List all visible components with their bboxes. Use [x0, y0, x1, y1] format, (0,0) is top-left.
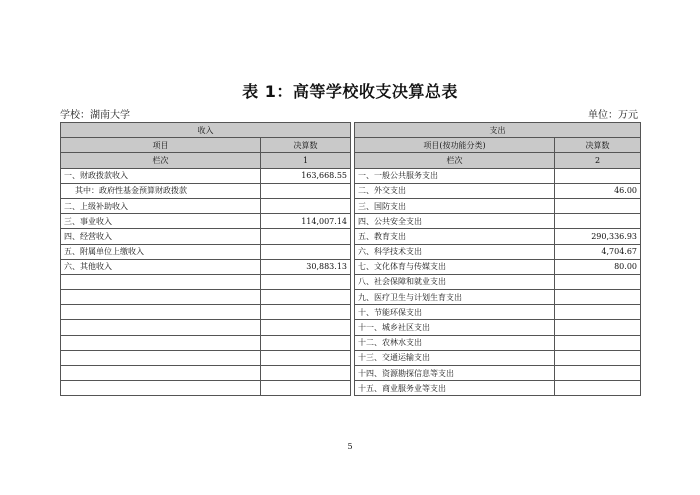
income-amount-cell [261, 290, 351, 305]
expense-item-cell: 十三、交通运输支出 [355, 350, 555, 365]
income-amount-cell [261, 183, 351, 198]
expense-item-cell: 六、科学技术支出 [355, 244, 555, 259]
income-amount-cell [261, 244, 351, 259]
income-amount-cell [261, 335, 351, 350]
expense-item-cell: 八、社会保障和就业支出 [355, 274, 555, 289]
income-item-cell: 一、财政拨款收入 [61, 168, 261, 183]
expense-item-cell: 十、节能环保支出 [355, 305, 555, 320]
item-header: 项目 [61, 138, 261, 153]
income-amount-cell [261, 305, 351, 320]
table-row [61, 305, 641, 320]
expense-item-cell: 九、医疗卫生与计划生育支出 [355, 290, 555, 305]
income-item-cell [61, 381, 261, 396]
school-name: 学校：湖南大学 [60, 110, 130, 121]
expense-amount-cell [555, 320, 641, 335]
income-item-cell [61, 320, 261, 335]
expense-amount-cell [555, 290, 641, 305]
amount-header-2: 决算数 [555, 138, 641, 153]
income-item-cell: 其中：政府性基金预算财政拨款 [61, 183, 261, 198]
expense-amount-cell [555, 168, 641, 183]
expense-amount-cell [555, 198, 641, 213]
expense-amount-cell [555, 335, 641, 350]
column-index-2: 2 [555, 153, 641, 168]
expense-amount-cell: 290,336.93 [555, 229, 641, 244]
item-by-function-header: 项目(按功能分类) [355, 138, 555, 153]
column-index-row [61, 153, 641, 168]
column-index-1: 1 [261, 153, 351, 168]
expense-item-cell: 七、文化体育与传媒支出 [355, 259, 555, 274]
table-row [61, 229, 641, 244]
income-item-cell: 三、事业收入 [61, 214, 261, 229]
column-label-2: 栏次 [355, 153, 555, 168]
column-label: 栏次 [61, 153, 261, 168]
income-amount-cell: 163,668.55 [261, 168, 351, 183]
page-number: 5 [347, 442, 353, 451]
expense-header: 支出 [355, 123, 641, 138]
income-amount-cell [261, 381, 351, 396]
expense-item-cell: 五、教育支出 [355, 229, 555, 244]
income-amount-cell [261, 198, 351, 213]
expense-item-cell: 十五、商业服务业等支出 [355, 381, 555, 396]
income-item-cell [61, 350, 261, 365]
table-row [61, 320, 641, 335]
expense-amount-cell: 4,704.67 [555, 244, 641, 259]
table-row [61, 335, 641, 350]
expense-item-cell: 四、公共安全支出 [355, 214, 555, 229]
income-amount-cell [261, 320, 351, 335]
table-row [61, 290, 641, 305]
amount-header: 决算数 [261, 138, 351, 153]
table-row [61, 350, 641, 365]
income-amount-cell [261, 366, 351, 381]
income-amount-cell: 114,007.14 [261, 214, 351, 229]
expense-item-cell: 二、外交支出 [355, 183, 555, 198]
income-amount-cell [261, 229, 351, 244]
table-row [61, 244, 641, 259]
table-row [61, 274, 641, 289]
table-row [61, 198, 641, 213]
expense-item-cell: 三、国防支出 [355, 198, 555, 213]
income-amount-cell: 30,883.13 [261, 259, 351, 274]
page-title: 表 1：高等学校收支决算总表 [242, 82, 458, 101]
income-item-cell: 六、其他收入 [61, 259, 261, 274]
income-item-cell [61, 274, 261, 289]
income-amount-cell [261, 350, 351, 365]
income-item-cell: 二、上级补助收入 [61, 198, 261, 213]
income-amount-cell [261, 274, 351, 289]
expense-amount-cell: 46.00 [555, 183, 641, 198]
income-item-cell [61, 290, 261, 305]
expense-amount-cell [555, 274, 641, 289]
table-row [61, 214, 641, 229]
table-row [61, 259, 641, 274]
income-header: 收入 [61, 123, 351, 138]
expense-amount-cell [555, 366, 641, 381]
income-item-cell: 四、经营收入 [61, 229, 261, 244]
table-row [61, 366, 641, 381]
table-row [61, 183, 641, 198]
expense-amount-cell [555, 381, 641, 396]
expense-amount-cell: 80.00 [555, 259, 641, 274]
unit-label: 单位：万元 [588, 110, 638, 121]
table-row [61, 381, 641, 396]
expense-item-cell: 十二、农林水支出 [355, 335, 555, 350]
table-header-row [61, 123, 641, 138]
expense-amount-cell [555, 350, 641, 365]
budget-table [60, 122, 641, 396]
expense-item-cell: 一、一般公共服务支出 [355, 168, 555, 183]
column-header-row [61, 138, 641, 153]
income-item-cell: 五、附属单位上缴收入 [61, 244, 261, 259]
table-row [61, 168, 641, 183]
expense-amount-cell [555, 214, 641, 229]
income-item-cell [61, 366, 261, 381]
expense-item-cell: 十四、资源勘探信息等支出 [355, 366, 555, 381]
expense-item-cell: 十一、城乡社区支出 [355, 320, 555, 335]
expense-amount-cell [555, 305, 641, 320]
income-item-cell [61, 305, 261, 320]
income-item-cell [61, 335, 261, 350]
